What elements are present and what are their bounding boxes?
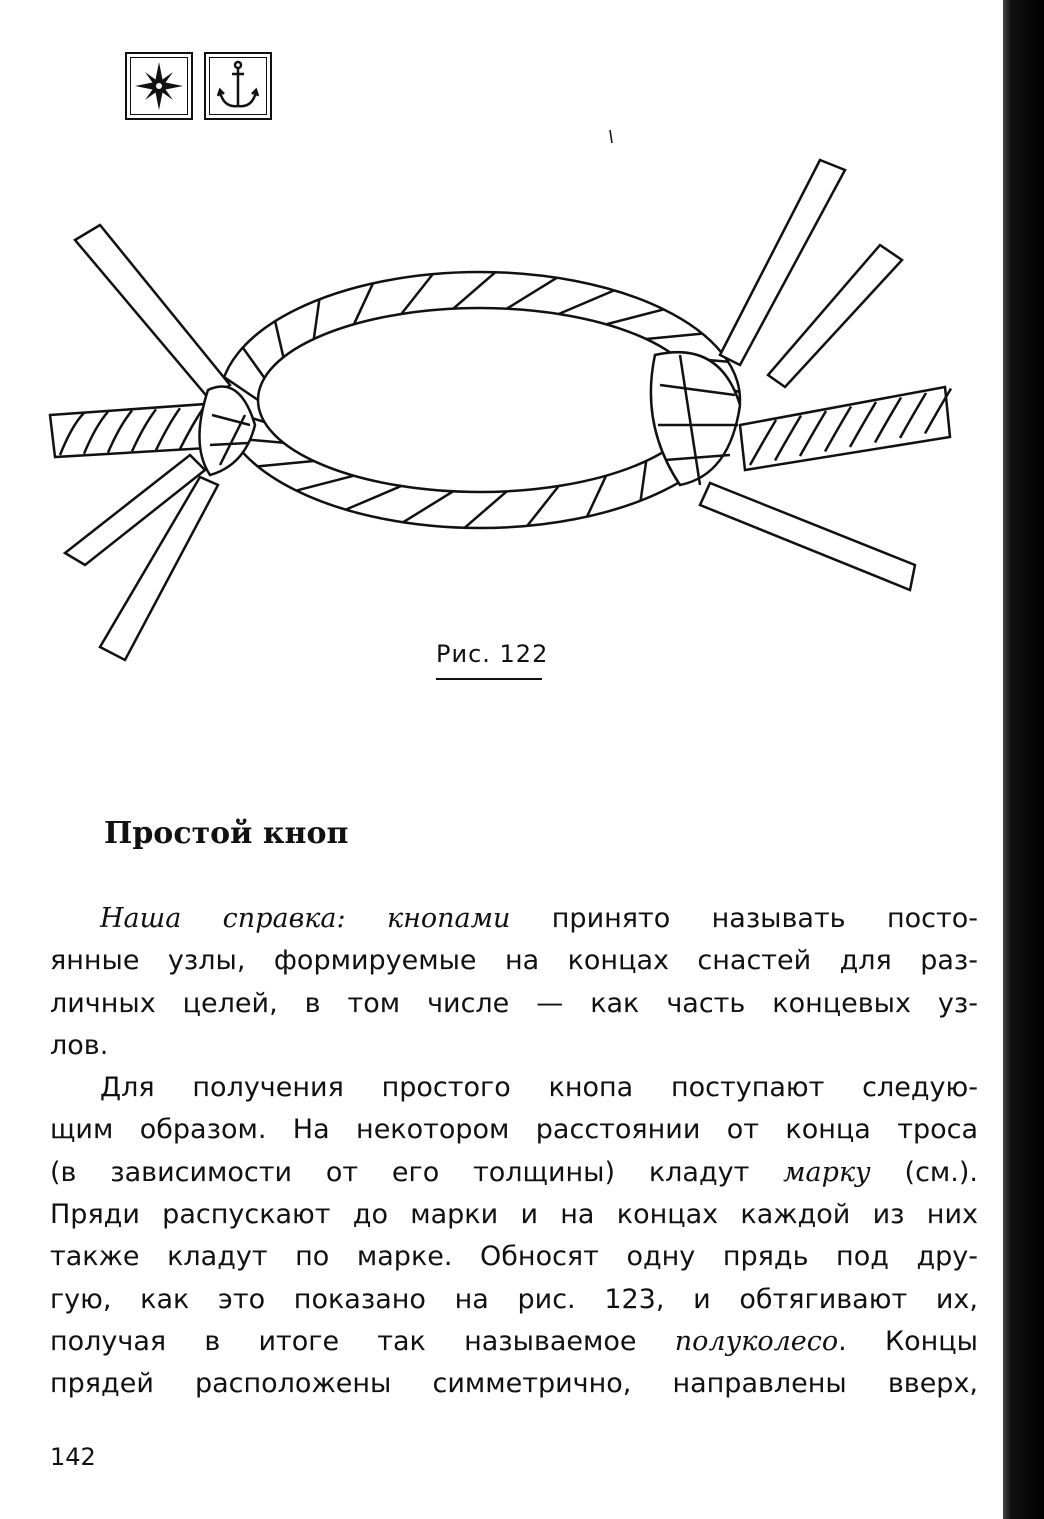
text-segment: получая в итоге так называемое [50, 1325, 675, 1357]
italic-term: Наша справка: кнопами [100, 903, 511, 934]
text-line [50, 983, 978, 1025]
page-number: 142 [50, 1443, 96, 1471]
text-segment: лов. [50, 1029, 109, 1061]
text-segment: (см.). [870, 1156, 978, 1188]
text-segment: также кладут по марке. Обносят одну прядь под дру- [50, 1241, 978, 1273]
text-line [50, 1279, 978, 1321]
section-heading: Простой кноп [104, 816, 349, 851]
text-line [50, 1363, 978, 1405]
anchor-icon [204, 52, 272, 120]
text-segment: прядей расположены симметрично, направлены вверх, [50, 1368, 978, 1400]
text-line [50, 1109, 978, 1151]
rope-right [740, 387, 951, 470]
text-line [50, 1152, 978, 1194]
text-line [50, 1067, 978, 1109]
text-line [50, 940, 978, 982]
knot-illustration [40, 125, 960, 685]
italic-term: полуколесо [674, 1325, 839, 1357]
figure-caption: Рис. 122 [436, 640, 549, 668]
text-segment: гую, как это показано на рис. 123, и обтягивают их, [50, 1283, 978, 1315]
text-segment: щим образом. На некотором расстоянии от конца троса [50, 1114, 978, 1146]
text-line [50, 1194, 978, 1236]
body-text [50, 898, 978, 1406]
text-line [50, 1025, 978, 1067]
text-segment: . Концы [838, 1325, 979, 1357]
italic-term: марку [783, 1156, 871, 1188]
caption-underline [436, 678, 542, 680]
text-line [50, 1236, 978, 1278]
scan-page-edge [1003, 0, 1044, 1519]
text-segment: Для получения простого кнопа поступают следую- [100, 1072, 978, 1104]
text-line [50, 898, 978, 940]
text-segment: (в зависимости от его толщины) кладут [50, 1156, 784, 1188]
text-segment: Пряди распускают до марки и на концах каждой из них [50, 1199, 978, 1231]
text-segment: личных целей, в том числе — как часть концевых уз- [50, 987, 978, 1019]
text-segment: янные узлы, формируемые на концах снастей для раз- [50, 945, 978, 977]
text-segment: принято называть посто- [510, 903, 978, 934]
compass-rose-icon [125, 52, 193, 120]
text-line [50, 1321, 978, 1363]
